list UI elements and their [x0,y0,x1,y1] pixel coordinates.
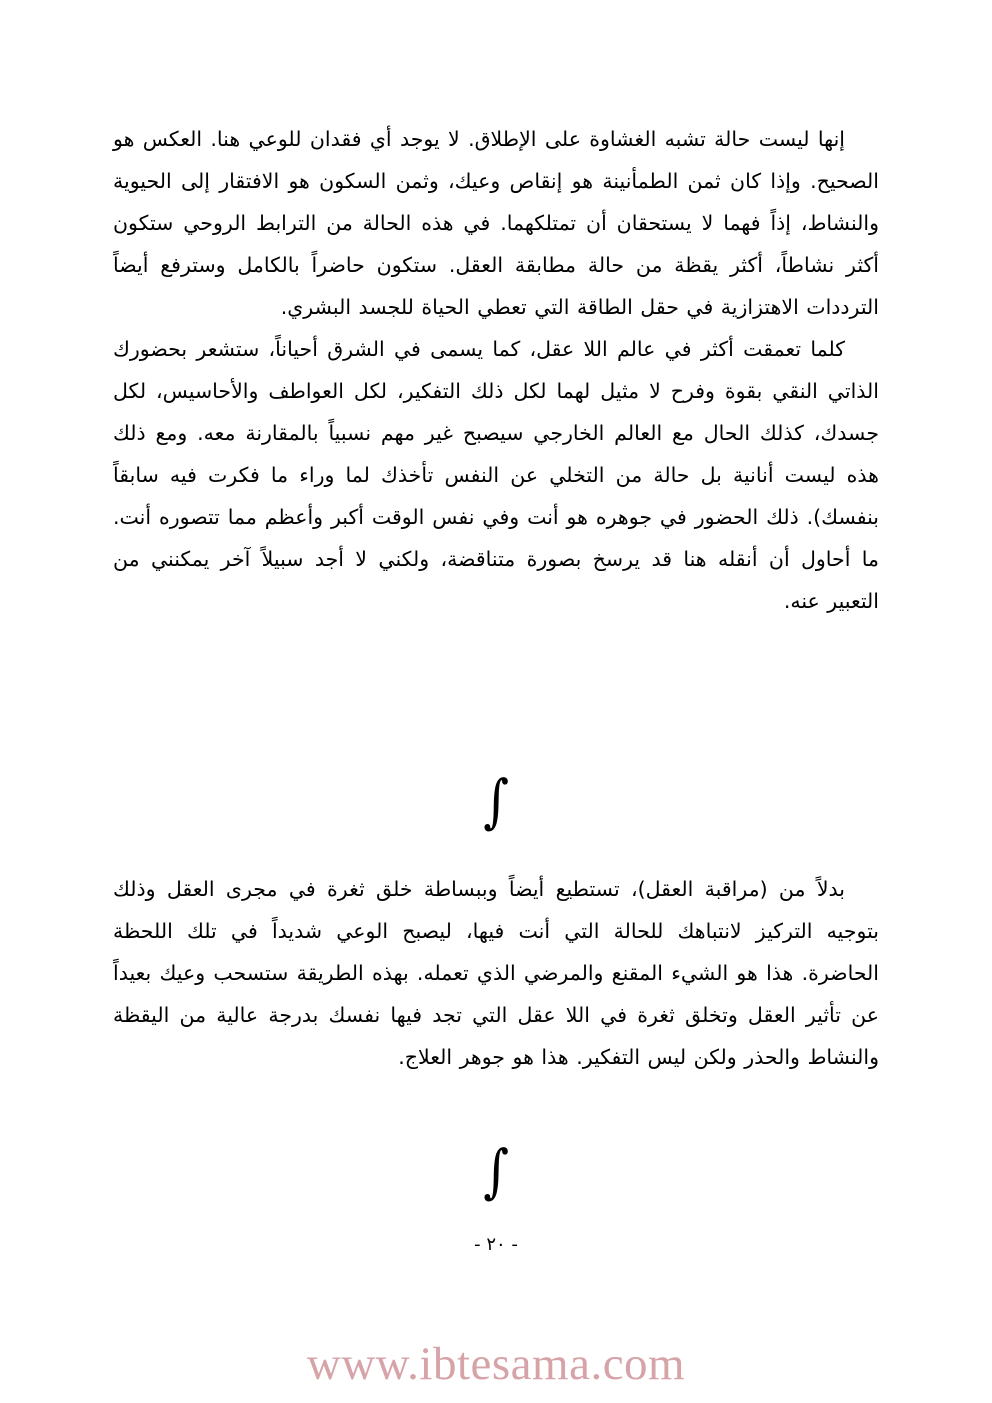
page-text-column-top [113,118,879,622]
page-text-column-bottom [113,868,879,1078]
page-number: - ٢٠ - [474,1234,518,1255]
body-paragraph-3: بدلاً من (مراقبة العقل)، تستطيع أيضاً وببساطة خلق ثغرة في مجرى العقل وذلك بتوجيه التركيز لانتباهك للحالة التي أنت فيها، ليصبح الوعي شديداً في تلك اللحظة الحاضرة. هذا هو الشيء المقنع والمرضي الذي تعمله. بهذه الطريقة ستسحب وعيك بعيداً عن تأثير العقل وتخلق ثغرة في اللا عقل التي تجد فيها نفسك بدرجة عالية من اليقظة والنشاط والحذر ولكن ليس التفكير. هذا هو جوهر العلاج. [113,877,879,1069]
body-paragraph-1: إنها ليست حالة تشبه الغشاوة على الإطلاق. لا يوجد أي فقدان للوعي هنا. العكس هو الصحيح. وإذا كان ثمن الطمأنينة هو إنقاص وعيك، وثمن السكون هو الافتقار إلى الحيوية والنشاط، إذاً فهما لا يستحقان أن تمتلكهما. في هذه الحالة من الترابط الروحي ستكون أكثر نشاطاً، أكثر يقظة من حالة مطابقة العقل. ستكون حاضراً بالكامل وسترفع أيضاً الترددات الاهتزازية في حقل الطاقة التي تعطي الحياة للجسد البشري. [113,127,879,319]
site-watermark: www.ibtesama.com [306,1338,686,1390]
section-divider-ornament-top [0,767,992,835]
body-paragraph-2: كلما تعمقت أكثر في عالم اللا عقل، كما يسمى في الشرق أحياناً، ستشعر بحضورك الذاتي النقي بقوة وفرح لا مثيل لهما لكل ذلك التفكير، لكل العواطف والأحاسيس، لكل جسدك، كذلك الحال مع العالم الخارجي سيصبح غير مهم نسبياً بالمقارنة معه. ومع ذلك هذه ليست أنانية بل حالة من التخلي عن النفس تأخذك لما وراء ما فكرت فيه سابقاً بنفسك). ذلك الحضور في جوهره هو أنت وفي نفس الوقت أكبر وأعظم مما تتصوره أنت. ما أحاول أن أنقله هنا قد يرسخ بصورة متناقضة، ولكني لا أجد سبيلاً آخر يمكنني من التعبير عنه. [113,337,879,613]
integral-ornament-icon: ∫ [483,767,509,835]
integral-ornament-icon: ∫ [483,1137,509,1205]
section-divider-ornament-bottom [0,1137,992,1205]
